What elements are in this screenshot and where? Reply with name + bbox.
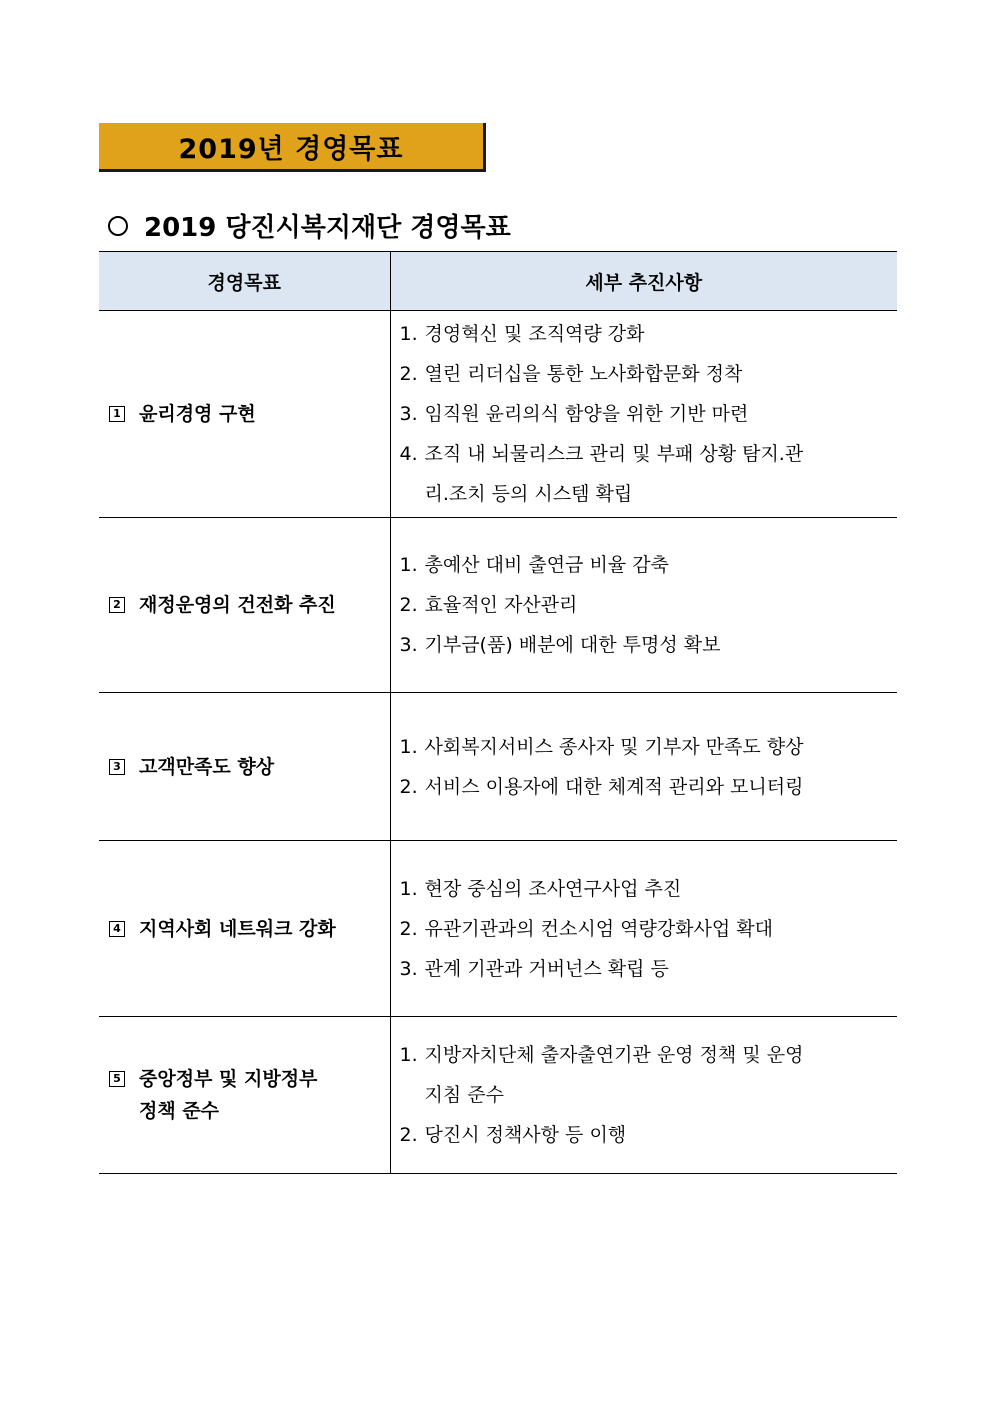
list-item: 3. 임직원 윤리의식 함양을 위한 기반 마련 — [399, 403, 749, 425]
goals-table — [99, 251, 897, 1174]
circle-bullet-icon — [108, 216, 128, 236]
goal-text: 재정운영의 건전화 추진 — [139, 594, 336, 616]
list-item: 4. 조직 내 뇌물리스크 관리 및 부패 상황 탐지.관 리.조치 등의 시스템 확립 — [399, 443, 804, 505]
goal-text: 윤리경영 구현 — [139, 403, 256, 425]
list-item: 2. 열린 리더십을 통한 노사화합문화 정착 — [399, 363, 743, 385]
details-cell — [390, 693, 897, 841]
section-title — [108, 207, 511, 244]
list-item: 1. 사회복지서비스 종사자 및 기부자 만족도 향상 — [399, 735, 804, 758]
table-row — [99, 1017, 897, 1174]
goal-text: 지역사회 네트워크 강화 — [139, 917, 336, 940]
goal-text: 중앙정부 및 지방정부 — [139, 1068, 318, 1090]
header-goal: 경영목표 — [99, 252, 390, 311]
details-cell — [390, 841, 897, 1017]
number-box-icon: 5 — [109, 1071, 125, 1087]
list-item: 3. 관계 기관과 거버넌스 확립 등 — [399, 957, 669, 980]
list-item: 2. 당진시 정책사항 등 이행 — [399, 1124, 627, 1146]
table-row — [99, 311, 897, 518]
details-cell — [390, 311, 897, 518]
document-title-text: 2019년 경영목표 — [178, 133, 404, 165]
number-box-icon: 1 — [109, 406, 125, 422]
details-cell — [390, 518, 897, 693]
goal-cell — [99, 311, 390, 518]
list-item: 1. 경영혁신 및 조직역량 강화 — [399, 323, 645, 345]
list-item: 2. 서비스 이용자에 대한 체계적 관리와 모니터링 — [399, 775, 804, 798]
list-item: 3. 기부금(품) 배분에 대한 투명성 확보 — [399, 634, 721, 656]
goal-text: 정책 준수 — [139, 1100, 220, 1122]
goal-cell — [99, 1017, 390, 1174]
table-header-row — [99, 252, 897, 311]
list-item: 1. 총예산 대비 출연금 비율 감축 — [399, 554, 669, 576]
list-item: 1. 지방자치단체 출자출연기관 운영 정책 및 운영 지침 준수 — [399, 1044, 804, 1106]
goal-cell — [99, 841, 390, 1017]
document-title — [99, 123, 486, 172]
details-cell — [390, 1017, 897, 1174]
list-item: 2. 유관기관과의 컨소시엄 역량강화사업 확대 — [399, 917, 773, 940]
number-box-icon: 4 — [109, 921, 125, 937]
list-item: 2. 효율적인 자산관리 — [399, 594, 578, 616]
number-box-icon: 2 — [109, 597, 125, 613]
section-title-text: 2019 당진시복지재단 경영목표 — [144, 213, 511, 243]
list-item: 1. 현장 중심의 조사연구사업 추진 — [399, 877, 682, 900]
goal-cell — [99, 518, 390, 693]
number-box-icon: 3 — [109, 759, 125, 775]
goal-cell — [99, 693, 390, 841]
goal-text: 고객만족도 향상 — [139, 755, 275, 778]
table-row — [99, 693, 897, 841]
header-details: 세부 추진사항 — [390, 252, 897, 311]
table-row — [99, 518, 897, 693]
table-row — [99, 841, 897, 1017]
